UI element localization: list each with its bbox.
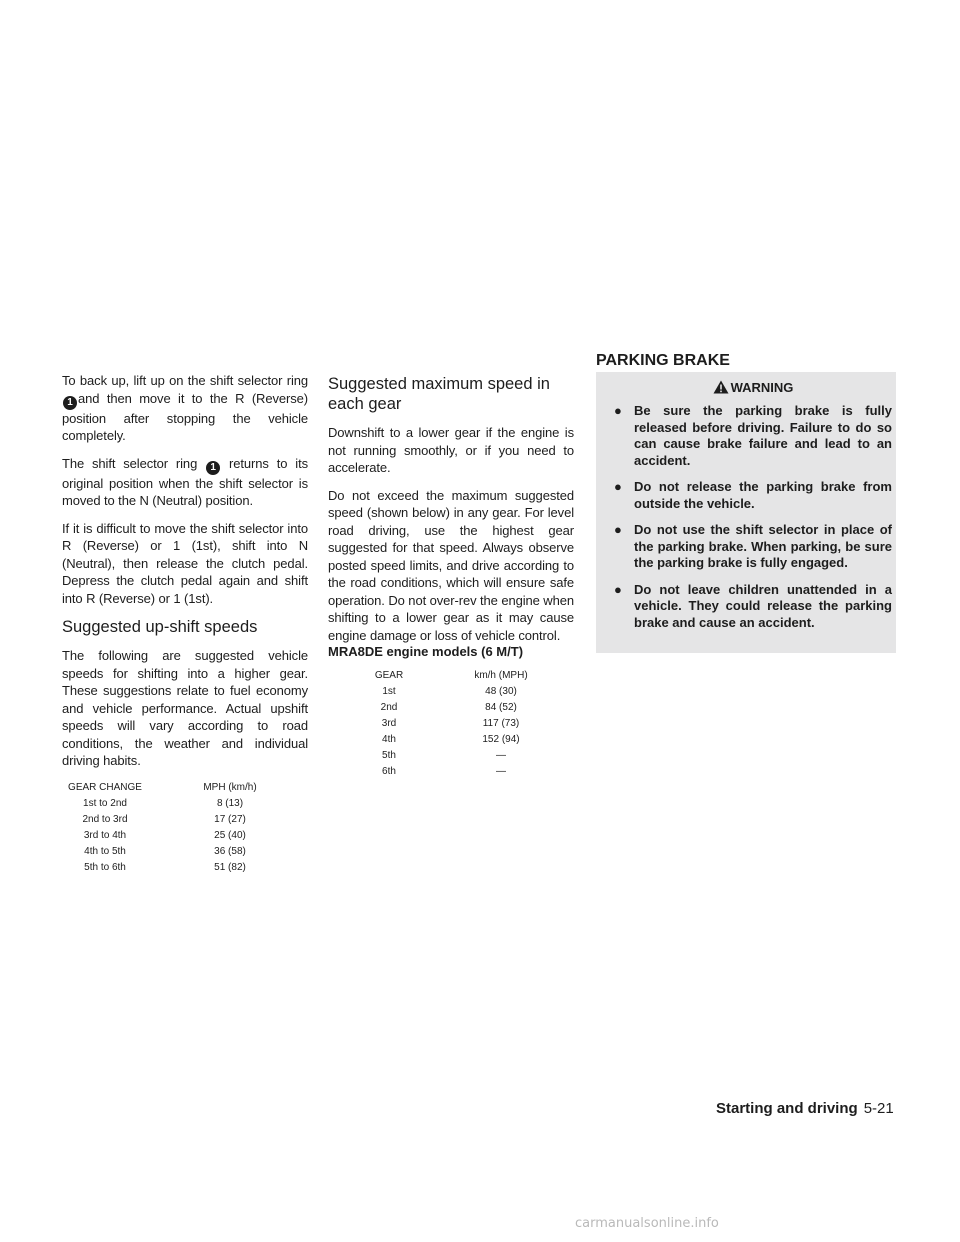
warning-item: [614, 522, 892, 572]
speed-cell: 25 (40): [214, 829, 246, 841]
column-left: [62, 372, 308, 876]
callout-1-icon: 1: [206, 461, 220, 475]
table-row: [62, 860, 290, 876]
column-right: [596, 372, 896, 653]
watermark: carmanualsonline.info: [575, 1216, 719, 1231]
table-header-row: [62, 780, 290, 796]
bullet-icon: ●: [614, 479, 622, 494]
gear-cell: 3rd: [381, 718, 397, 729]
bullet-icon: ●: [614, 522, 622, 537]
table-row: [358, 764, 556, 780]
gear-cell: 1st: [382, 686, 396, 697]
max-speed-table: [358, 668, 556, 780]
paragraph-text: To back up, lift up on the shift selector ring: [62, 373, 308, 388]
paragraph-up-shift: The following are suggested vehicle speeds for shifting into a higher gear. These suggestions relate to fuel economy and vehicle performance. Actual upshift speeds will vary according to road conditions, the weather and individual driving habits.: [62, 648, 308, 768]
table-row: [62, 796, 290, 812]
table-row: [358, 748, 556, 764]
table-header-row: [358, 668, 556, 684]
speed-cell: 8 (13): [216, 797, 244, 809]
speed-cell: 152 (94): [482, 734, 520, 745]
warning-label: WARNING: [730, 380, 794, 395]
column-header: GEAR: [374, 670, 404, 681]
warning-item-text: Do not release the parking brake from outside the vehicle.: [634, 479, 892, 511]
speed-cell: 48 (30): [485, 686, 517, 697]
paragraph-max-speed: Do not exceed the maximum suggested speed (shown below) in any gear. For level road driving, use the highest gear suggested for that speed. Always observe posted speed limits, and drive according to the road conditions, which will ensure safe operation. Do not over-rev the engine when shifting to a lower gear as it may cause engine damage or loss of vehicle control.: [328, 487, 574, 643]
paragraph-selector-ring: [62, 455, 308, 510]
table-row: [358, 732, 556, 748]
table-row: [62, 812, 290, 828]
callout-1-icon: 1: [63, 396, 77, 410]
warning-item: [614, 582, 892, 632]
up-shift-table: [62, 780, 290, 876]
table-row: [62, 844, 290, 860]
bullet-icon: ●: [614, 403, 622, 418]
speed-cell: —: [496, 766, 506, 777]
warning-item-text: Be sure the parking brake is fully released before driving. Failure to do so can cause brake failure and lead to an accident.: [634, 403, 892, 468]
speed-cell: 36 (58): [214, 845, 246, 857]
speed-cell: 17 (27): [214, 813, 246, 825]
column-header: MPH (km/h): [203, 781, 257, 793]
paragraph-text: and then move it to the R (Reverse) position after stopping the vehicle completely.: [62, 390, 308, 443]
bullet-icon: ●: [614, 581, 622, 597]
warning-item: [614, 479, 892, 512]
heading-up-shift-speeds: Suggested up-shift speeds: [62, 618, 258, 636]
paragraph-downshift: Downshift to a lower gear if the engine is not running smoothly, or if you need to accelerate.: [328, 425, 574, 475]
gear-cell: 5th: [382, 750, 396, 761]
gear-cell: 3rd to 4th: [83, 829, 127, 841]
paragraph-text: returns to its original position when the shift selector is moved to the N (Neutral) position.: [62, 455, 308, 508]
footer-section-name: Starting and driving: [716, 1100, 858, 1117]
speed-cell: 51 (82): [214, 861, 246, 873]
paragraph-difficult-shift: If it is difficult to move the shift selector into R (Reverse) or 1 (1st), shift into N (Neutral), then release the clutch pedal. Depress the clutch pedal again and shift into R (Reverse) or 1 (1st).: [62, 520, 308, 606]
gear-cell: 4th: [382, 734, 396, 745]
section-title: PARKING BRAKE: [596, 352, 730, 369]
heading-max-speed: Suggested maximum speed in each gear: [328, 375, 550, 413]
speed-cell: 117 (73): [482, 718, 520, 729]
table-row: [62, 828, 290, 844]
gear-cell: 2nd: [380, 702, 398, 713]
warning-item-text: Do not use the shift selector in place of the parking brake. When parking, be sure the parking brake is fully engaged.: [634, 522, 892, 570]
gear-cell: 2nd to 3rd: [82, 813, 128, 825]
gear-cell: 1st to 2nd: [83, 797, 127, 809]
paragraph-text: The shift selector ring: [62, 455, 198, 471]
table-row: [358, 700, 556, 716]
column-header: km/h (MPH): [474, 670, 528, 681]
column-middle: [328, 372, 574, 780]
warning-box: [596, 372, 896, 653]
speed-cell: 84 (52): [485, 702, 517, 713]
page-footer: [716, 1100, 896, 1117]
paragraph-back-up: [62, 372, 308, 445]
gear-cell: 5th to 6th: [84, 861, 126, 873]
warning-item-text: Do not leave children unattended in a vehicle. They could release the parking brake and cause an accident.: [634, 581, 892, 630]
speed-cell: —: [496, 750, 506, 761]
page-number: 5-21: [863, 1100, 894, 1117]
warning-item: [614, 403, 892, 469]
table-row: [358, 716, 556, 732]
warning-triangle-icon: [713, 380, 729, 394]
gear-cell: 6th: [382, 766, 396, 777]
warning-header: [614, 380, 892, 395]
table-row: [358, 684, 556, 700]
gear-cell: 4th to 5th: [84, 845, 126, 857]
heading-engine-model: MRA8DE engine models (6 M/T): [328, 644, 524, 659]
warning-list: [614, 403, 892, 631]
column-header: GEAR CHANGE: [68, 781, 142, 793]
